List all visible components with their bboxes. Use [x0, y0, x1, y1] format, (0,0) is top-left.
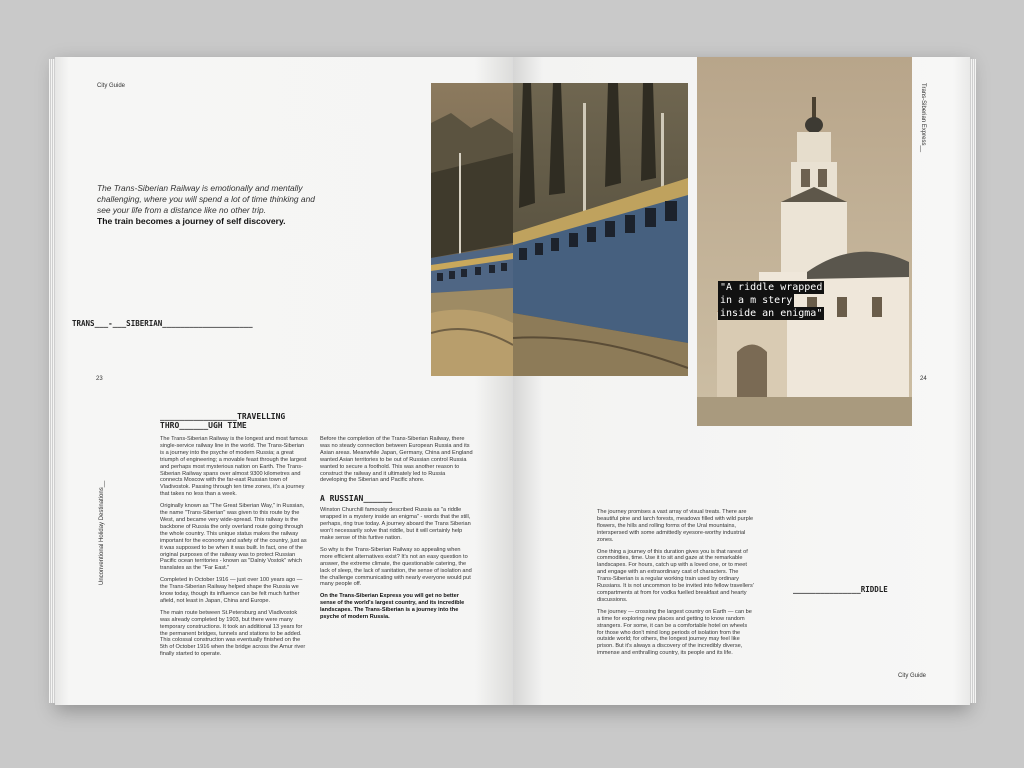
paragraph: Originally known as "The Great Siberian Way," in Russian, the name "Trans-Siberian" was given to this route by the West, and became very wide-spread. This railway is the backbone of Russia the only overland route going through the whole country. This unique status makes the railway important for the economy and safety of the country, just as it was supposed to be when it was built. In fact, one of the original purposes of the railway was to protect Russian Pacific ocean territories - known as "Dalniy Vostok" which translates as the "Far East." [160, 503, 307, 572]
paragraph: Before the completion of the Trans-Siberian Railway, there was no steady connection between European Russia and its Asian areas. Meanwhile Japan, Germany, China and England wanted Asian territories to be out of Russian control Russia wanted to secure a foothold. This was another reason to construct the railway and it ultimately led to Russia developing the Siberian and Pacific shore. [320, 436, 473, 484]
bold-paragraph: On the Trans-Siberian Express you will get no better sense of the world's largest country, and its incredible landscapes. The Trans-Siberian is a journey into the psyche of modern Russia. [320, 593, 465, 621]
paragraph: Completed in October 1916 — just over 100 years ago — the Trans-Siberian Railway helped shape the Russia we know today, though its influence can be felt much further afield, not least in Japan, China and Europe. [160, 577, 303, 604]
lead-paragraph [97, 183, 319, 227]
article-column-2 [320, 436, 473, 626]
quote-line: in a m stery [720, 295, 793, 306]
paragraph: One thing a journey of this duration gives you is that rarest of commodities, time. Use it to sit and gaze at the remarkable landscapes. For hours, catch up with a loved one, or to meet and engage with an extraordinary cast of characters. The Trans-Siberian is a regular working train used by ordinary Russians. It is not uncommon to be invited into fellow travellers' compartments at from for vodka fuelled breakfast and hearty discussions. [597, 548, 754, 603]
right-page [513, 57, 970, 705]
riddle-label: _______________RIDDLE [793, 585, 888, 594]
side-text: Unconventional Holiday Destinations__ [99, 480, 105, 585]
lead-bold: The train becomes a journey of self discovery. [97, 216, 286, 226]
heading-line-1: ________________TRAVELLING [160, 412, 286, 421]
side-text: Trans-Siberian Express__ [920, 83, 926, 153]
left-page [55, 57, 513, 705]
article-column-1 [160, 436, 308, 663]
section-label: TRANS___-___SIBERIAN____________________ [72, 319, 253, 328]
subheading: A RUSSIAN______ [320, 494, 393, 504]
magazine-spread [55, 57, 970, 705]
pull-quote [718, 281, 824, 320]
paragraph: The journey — crossing the largest country on Earth — can be a time for exploring new places and getting to know random strangers. For some, it can be a comfortable hotel on wheels for those who don't mind long periods of isolation from the outside world; for others, the longest journey may feel like prison. But it's always a discovery of the incredibly diverse, immense and enthralling country, its people and its life. [597, 608, 752, 657]
article-heading [160, 412, 285, 430]
heading-line-2: THRO______UGH TIME [160, 421, 247, 430]
paragraph: The main route between St.Petersburg and Vladivostok was already completed by 1903, but there were many temporary constructions. It took an additional 13 years for the permanent bridges, tunnels and stations to be added. This colossal construction was eventually finished on the 5th of October 1916 when the bridge across the Amur river finally started to operate. [160, 609, 306, 658]
page-number: 24 [920, 376, 927, 382]
paragraph: So why is the Trans-Siberian Railway so appealing when more efficient alternatives exist? It's not an easy question to answer, the extreme climate, the questionable catering, the lack of sleep, the lack of sanitation, the sense of isolation and the challenge communicating with nearly everyone would put many people off. [320, 546, 472, 588]
header-label: City Guide [97, 83, 126, 89]
page-number: 23 [96, 376, 103, 382]
article-column [597, 509, 755, 662]
train-photo-left [431, 83, 513, 376]
paragraph: Winston Churchill famously described Russia as "a riddle wrapped in a mystery inside an enigma" - words that the still, perhaps, ring true today. A journey aboard the Trans Siberian won't necessarily solve that riddle, but it will certainly help make sense of this furtive nation. [320, 507, 471, 541]
quote-line: "A riddle wrapped [720, 282, 823, 293]
footer-label: City Guide [898, 673, 927, 679]
paragraph: The journey promises a vast array of visual treats. There are beautiful pine and larch forests, meadows filled with wild purple flowers, the hills and rolling forms of the Ural mountains, interspersed with some admittedly eyesore-worthy industrial zones. [597, 509, 754, 543]
quote-line: inside an enigma" [720, 308, 823, 319]
paragraph: The Trans-Siberian Railway is the longest and most famous single-service railway line in the world. The Trans-Siberian is a journey into the psyche of modern Russia; a great triumph of engineering; a movable feast through the largest and perhaps most mysterious nation on Earth. The Trans-Siberian Railway spans over almost 9300 kilometres and connects Moscow with the far-east Russian town of Vladivostok. Passing through ten time zones, it's a journey that takes no less than a week. [160, 436, 308, 498]
church-photo [697, 57, 912, 426]
train-photo-right [513, 83, 688, 376]
lead-italic: The Trans-Siberian Railway is emotionally and mentally challenging, where you will spend a lot of time thinking and see your life from a distance like no other trip. [97, 183, 315, 215]
